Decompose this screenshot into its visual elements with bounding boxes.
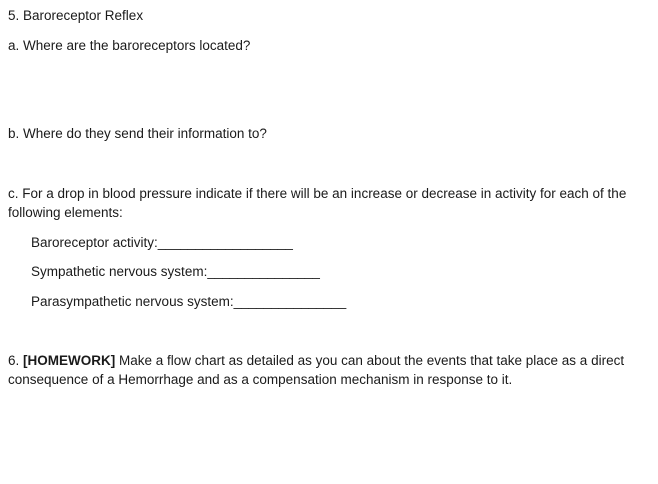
q5a-question: a. Where are the baroreceptors located? — [8, 38, 251, 53]
q5c-question: c. For a drop in blood pressure indicate if there will be an increase or decrease in activity for each of the following elements: — [8, 186, 627, 220]
q6-homework-tag: [HOMEWORK] — [23, 353, 116, 368]
sympathetic-item: Sympathetic nervous system:_______________ — [31, 264, 320, 279]
q6-number: 6. — [8, 353, 20, 368]
q5b-question: b. Where do they send their information to? — [8, 126, 267, 141]
q6-question — [8, 351, 648, 389]
q5-title: 5. Baroreceptor Reflex — [8, 8, 144, 23]
q6-text: Make a flow chart as detailed as you can about the events that take place as a direct consequence of a Hemorrhage and as a compensation mechanism in response to it. — [8, 353, 625, 387]
baroreceptor-activity-item: Baroreceptor activity:__________________ — [31, 235, 293, 250]
parasympathetic-item: Parasympathetic nervous system:_______________ — [31, 294, 347, 309]
